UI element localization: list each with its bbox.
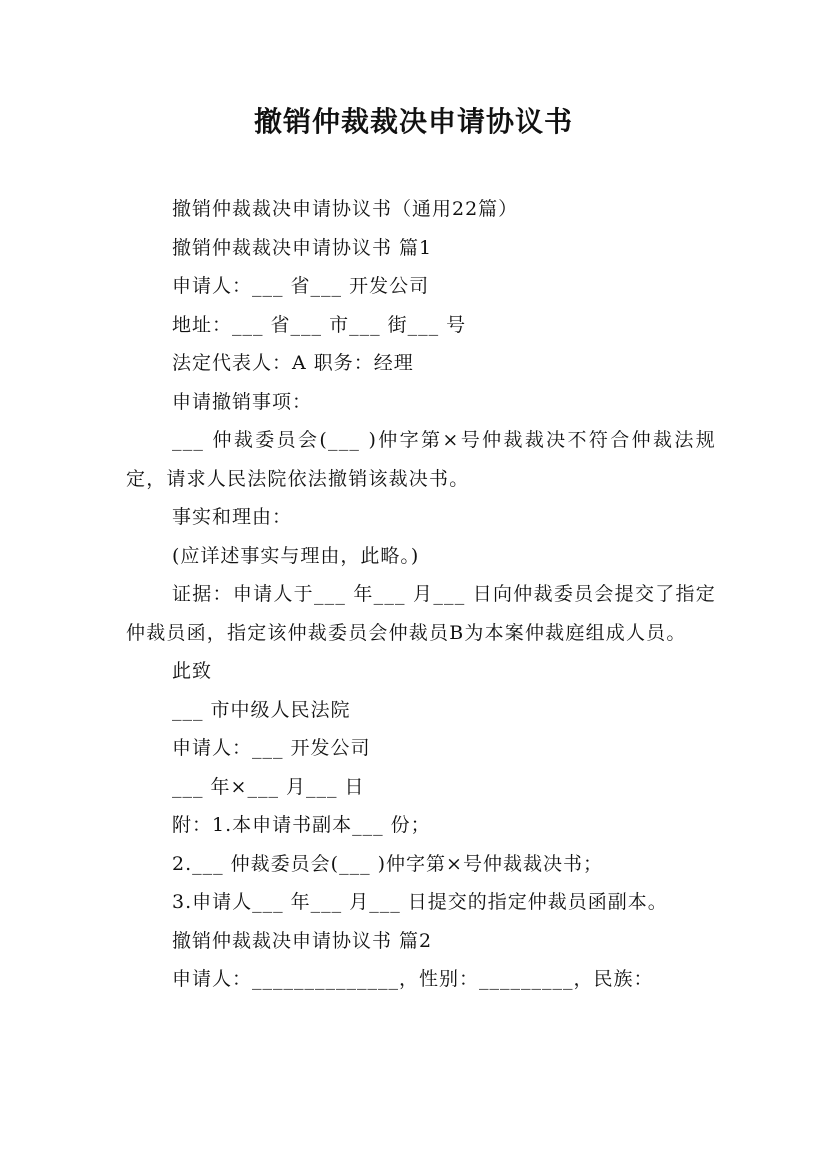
request-heading: 申请撤销事项： <box>172 390 313 413</box>
document-body <box>126 190 716 999</box>
document-title: 撤销仲裁裁决申请协议书 <box>253 105 573 138</box>
signature-applicant: 申请人：___ 开发公司 <box>172 737 371 759</box>
doc-subtitle: 撤销仲裁裁决申请协议书（通用22篇） <box>172 198 519 220</box>
attachment-3: 3.申请人___ 年___ 月___ 日提交的指定仲裁员函副本。 <box>172 891 668 913</box>
address-line: 地址：___ 省___ 市___ 街___ 号 <box>172 313 467 336</box>
facts-heading: 事实和理由： <box>172 506 293 528</box>
applicant-line: 申请人：___ 省___ 开发公司 <box>172 275 430 297</box>
court-line: ___ 市中级人民法院 <box>172 698 351 721</box>
attachment-2: 2.___ 仲裁委员会(___ )仲字第×号仲裁裁决书； <box>172 852 603 875</box>
applicant-info-line: 申请人：______________，性别：_________，民族： <box>172 968 654 990</box>
section-heading-1: 撤销仲裁裁决申请协议书 篇1 <box>172 236 433 259</box>
facts-note: (应详述事实与理由，此略。) <box>172 544 420 567</box>
attachment-1: 附：1.本申请书副本___ 份； <box>172 814 431 836</box>
section-heading-2: 撤销仲裁裁决申请协议书 篇2 <box>172 929 433 952</box>
evidence-paragraph: 证据：申请人于___ 年___ 月___ 日向仲裁委员会提交了指定仲裁员函，指定该仲裁委员会仲裁员B为本案仲裁庭组成人员。 <box>126 583 716 644</box>
legal-rep-line: 法定代表人：A 职务：经理 <box>172 352 414 374</box>
signature-date: ___ 年×___ 月___ 日 <box>172 775 365 798</box>
salutation: 此致 <box>172 660 213 682</box>
request-paragraph: ___ 仲裁委员会(___ )仲字第×号仲裁裁决不符合仲裁法规定，请求人民法院依法撤销该裁决书。 <box>126 429 716 490</box>
